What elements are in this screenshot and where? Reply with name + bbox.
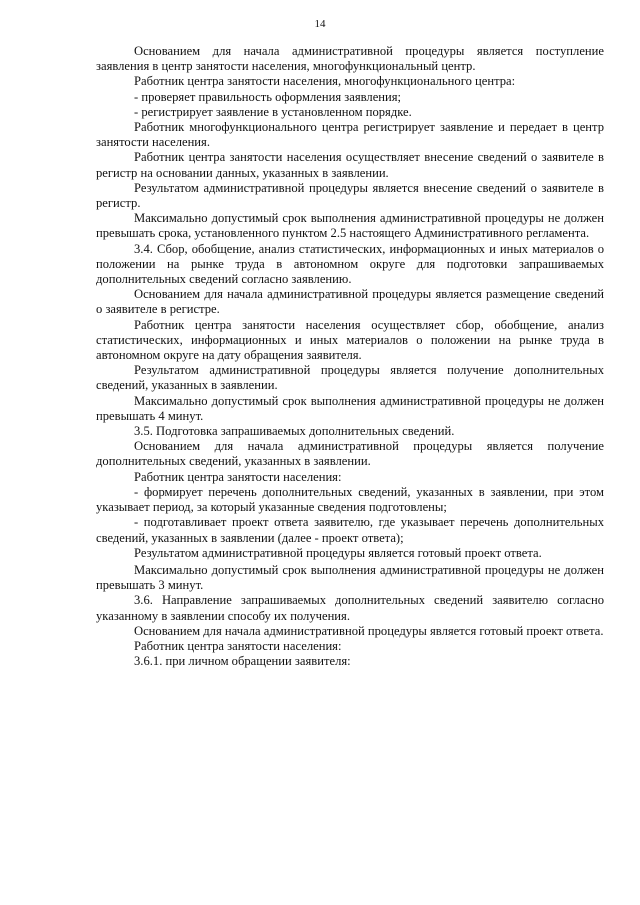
paragraph: Основанием для начала административной процедуры является готовый проект ответа. xyxy=(134,623,604,638)
paragraph: Работник центра занятости населения, многофункционального центра: xyxy=(134,74,516,89)
paragraph: Основанием для начала административной процедуры является размещение сведений о заявителе в регистре. xyxy=(96,287,604,317)
paragraph: Максимально допустимый срок выполнения административной процедуры не должен превышать срока, установленного пунктом 2.5 настоящего Административного регламента. xyxy=(96,211,604,241)
paragraph: Основанием для начала административной процедуры является поступление заявления в центр занятости населения, многофункциональный центр. xyxy=(96,44,604,74)
paragraph: Результатом административной процедуры является внесение сведений о заявителе в регистр. xyxy=(96,180,604,211)
paragraph: Результатом административной процедуры является получение дополнительных сведений, указанных в заявлении. xyxy=(96,363,604,393)
paragraph: Максимально допустимый срок выполнения административной процедуры не должен превышать 3 минут. xyxy=(96,562,604,593)
section-heading: 3.4. Сбор, обобщение, анализ статистических, информационных и иных материалов о положении на рынке труда в автономном округе для подготовки запрашиваемых дополнительных сведений согласно заявлению. xyxy=(96,241,604,287)
document-body xyxy=(96,44,604,669)
subsection-heading: 3.6.1. при личном обращении заявителя: xyxy=(134,654,351,669)
paragraph: Максимально допустимый срок выполнения административной процедуры не должен превышать 4 минут. xyxy=(96,393,604,423)
paragraph: Работник центра занятости населения осуществляет внесение сведений о заявителе в регистр на основании данных, указанных в заявлении. xyxy=(96,150,604,180)
paragraph: Результатом административной процедуры является готовый проект ответа. xyxy=(134,545,542,560)
paragraph: Работник центра занятости населения: xyxy=(134,469,342,484)
list-item: - регистрирует заявление в установленном порядке. xyxy=(134,104,412,119)
list-item: - формирует перечень дополнительных сведений, указанных в заявлении, при этом указывает период, за который указанные сведения подготовлены; xyxy=(96,484,604,515)
section-heading: 3.5. Подготовка запрашиваемых дополнительных сведений. xyxy=(134,424,455,439)
paragraph: Работник центра занятости населения осуществляет сбор, обобщение, анализ статистических, информационных и иных материалов о положении на рынке труда в автономном округе на дату обращения заявителя. xyxy=(96,317,604,363)
paragraph: Работник многофункционального центра регистрирует заявление и передает в центр занятости населения. xyxy=(96,120,604,150)
paragraph: Основанием для начала административной процедуры является получение дополнительных сведений, указанных в заявлении. xyxy=(96,439,604,469)
list-item: - проверяет правильность оформления заявления; xyxy=(134,89,402,104)
section-heading: 3.6. Направление запрашиваемых дополнительных сведений заявителю согласно указанному в заявлении способу их получения. xyxy=(96,593,604,623)
paragraph: Работник центра занятости населения: xyxy=(134,638,342,653)
page-number: 14 xyxy=(314,18,326,30)
list-item: - подготавливает проект ответа заявителю, где указывает перечень дополнительных сведений, указанных в заявлении (далее - проект ответа); xyxy=(96,515,604,545)
